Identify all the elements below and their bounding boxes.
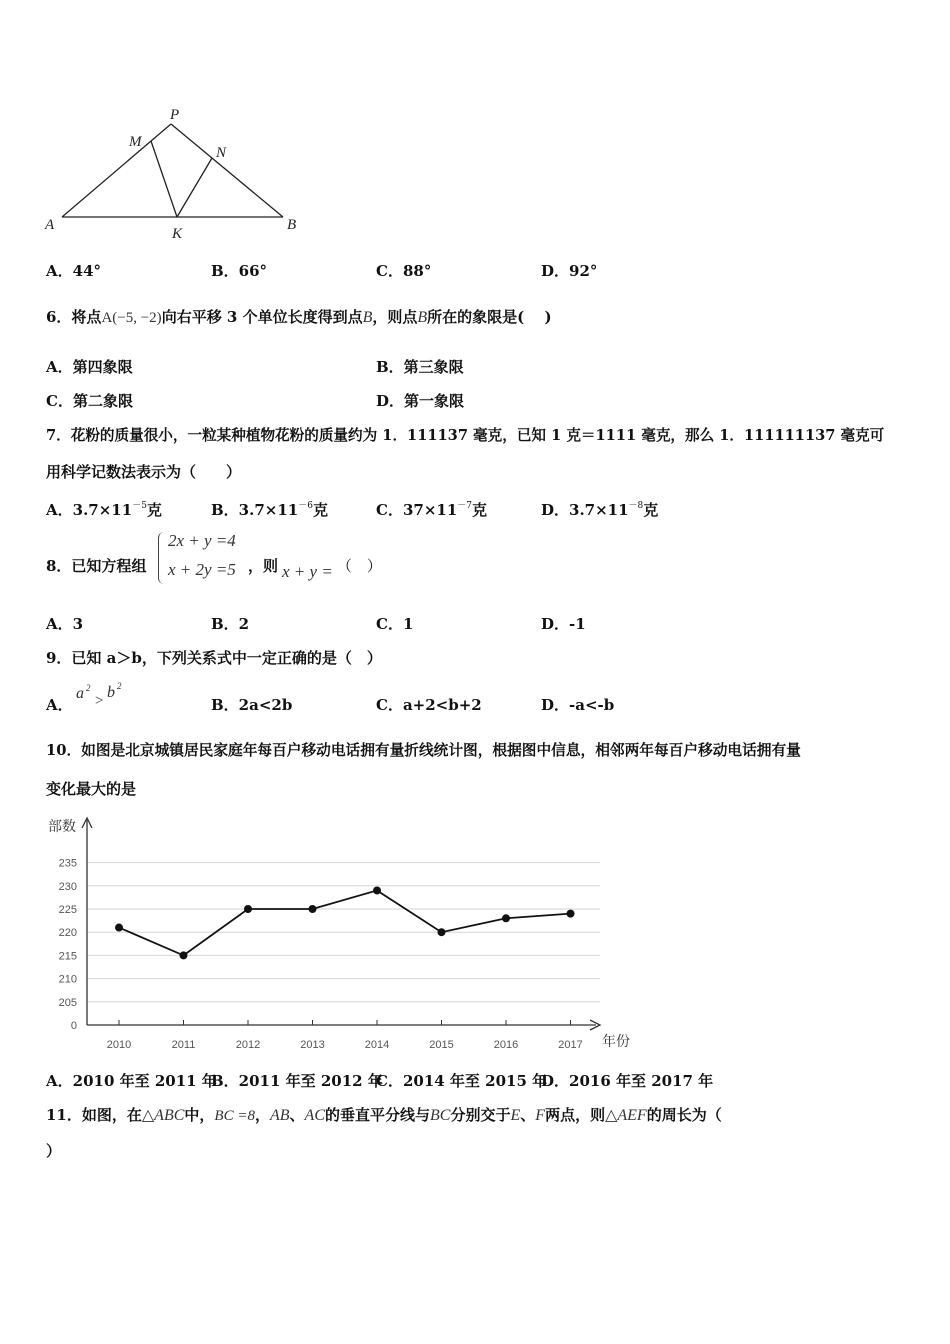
- q10-option-b[interactable]: B．2011 年至 2012 年: [211, 1072, 383, 1090]
- question-7-line-1: 7．花粉的质量很小，一粒某种植物花粉的质量约为 1．111137 毫克，已知 1 克＝1111 毫克，那么 1．111111137 毫克可: [46, 427, 885, 444]
- data-point-2012: [244, 905, 252, 913]
- q7-option-a-exp: －5: [132, 501, 147, 511]
- q5-option-d[interactable]: D．92°: [541, 262, 598, 280]
- chart-grid: [87, 863, 600, 1002]
- q8-tail: [248, 556, 382, 581]
- q8-option-a[interactable]: A．3: [46, 615, 84, 633]
- label-n: N: [216, 145, 227, 161]
- q8-paren: （ ）: [336, 557, 382, 575]
- question-10-line-2: 变化最大的是: [46, 780, 137, 798]
- question-9: 9．已知 a＞b，下列关系式中一定正确的是（ ）: [46, 649, 382, 667]
- q11-bc: BC: [430, 1107, 451, 1124]
- q7-option-d-label: D．3.7×11: [541, 501, 629, 519]
- x-tick-label-2010: 2010: [106, 1039, 132, 1051]
- segment-mk: [151, 141, 177, 217]
- x-tick-label-2015: 2015: [429, 1039, 454, 1051]
- data-point-2014: [373, 886, 381, 894]
- q7-option-d[interactable]: [541, 496, 658, 520]
- chart-xlabel: 年份: [602, 1033, 630, 1049]
- q7-option-b-label: B．3.7×11: [211, 501, 299, 519]
- q8-prefix: 8．已知方程组: [46, 557, 147, 575]
- data-point-2015: [438, 928, 446, 936]
- x-tick-label-2012: 2012: [235, 1039, 261, 1051]
- q7-option-b-exp: －6: [298, 501, 313, 511]
- q7-option-a-unit: 克: [146, 501, 162, 519]
- q7-option-c-label: C．37×11: [376, 501, 458, 519]
- chart-series: [115, 886, 575, 959]
- q10-option-a[interactable]: A．2010 年至 2011 年: [46, 1072, 217, 1090]
- series-line: [119, 890, 571, 955]
- y-tick-label-220: 220: [58, 927, 77, 940]
- q8-option-c[interactable]: C．1: [376, 615, 414, 633]
- question-7-line-2: 用科学记数法表示为（ ）: [46, 463, 242, 481]
- q9-option-d[interactable]: D．-a<-b: [541, 696, 615, 714]
- q9-option-b[interactable]: B．2a<2b: [211, 696, 293, 714]
- chart-axes: [82, 818, 600, 1030]
- data-point-2017: [567, 910, 575, 918]
- q6-suffix-pre: ，则点: [372, 308, 418, 326]
- q8-equation-2: x + 2y =5: [168, 560, 236, 579]
- q7-option-c-exp: －7: [457, 501, 472, 511]
- y-tick-label-215: 215: [58, 950, 77, 963]
- q11-comma: ，: [254, 1106, 270, 1124]
- q6-middle: 向右平移 3 个单位长度得到点: [161, 308, 363, 326]
- label-p: P: [170, 107, 180, 123]
- q5-option-b[interactable]: B．66°: [211, 262, 268, 280]
- q6-option-b[interactable]: B．第三象限: [376, 358, 464, 376]
- q8-equation-1: 2x + y =4: [168, 531, 236, 550]
- q7-option-d-exp: －8: [628, 501, 644, 511]
- q10-option-d[interactable]: D．2016 年至 2017 年: [541, 1072, 714, 1090]
- q6-option-a[interactable]: A．第四象限: [46, 358, 133, 376]
- q8-equation-system: [158, 530, 258, 586]
- q11-end: 的周长为（: [646, 1106, 722, 1124]
- q11-tri-aef: △AEF: [605, 1107, 647, 1124]
- q11-dun: 、: [289, 1106, 305, 1124]
- q11-zhong: 中，: [184, 1106, 215, 1124]
- q6-option-c[interactable]: C．第二象限: [46, 392, 133, 410]
- q11-dun2: 、: [520, 1106, 536, 1124]
- q11-ac: AC: [304, 1107, 325, 1124]
- q7-option-b[interactable]: [211, 496, 328, 520]
- label-b: B: [287, 217, 297, 233]
- q11-tri-abc: △ABC: [141, 1107, 185, 1124]
- triangle-figure: [40, 100, 310, 250]
- q5-option-a[interactable]: A．44°: [46, 262, 102, 280]
- q9-option-a-label: A．: [46, 696, 73, 714]
- q8-then: ，则: [248, 557, 279, 575]
- x-tick-label-2011: 2011: [171, 1039, 196, 1051]
- question-6: [46, 307, 552, 328]
- q9-a-base1: a: [76, 685, 84, 702]
- q11-mid2: 分别交于: [450, 1106, 511, 1124]
- x-tick-label-2016: 2016: [493, 1039, 519, 1051]
- label-m: M: [129, 134, 142, 150]
- q8-brace: [158, 532, 167, 584]
- y-tick-label-205: 205: [58, 996, 77, 1009]
- q7-option-c-unit: 克: [472, 501, 488, 519]
- chart-ylabel: 部数: [48, 818, 76, 834]
- data-point-2016: [502, 914, 510, 922]
- q6-prefix: 6．将点: [46, 308, 102, 326]
- q11-e: E: [510, 1107, 521, 1124]
- q8-option-b[interactable]: B．2: [211, 615, 250, 633]
- question-11-line-1: [46, 1105, 722, 1126]
- q6-option-d[interactable]: D．第一象限: [376, 392, 465, 410]
- q7-option-a-label: A．3.7×11: [46, 501, 133, 519]
- y-tick-label-230: 230: [58, 880, 77, 893]
- x-tick-label-2013: 2013: [300, 1039, 325, 1051]
- question-11-line-2: ）: [46, 1142, 62, 1160]
- q7-option-b-unit: 克: [312, 501, 328, 519]
- q9-a-base2: b: [107, 684, 115, 701]
- side-pb: [171, 124, 283, 217]
- q10-option-c[interactable]: C．2014 年至 2015 年: [376, 1072, 548, 1090]
- q9-option-c[interactable]: C．a+2<b+2: [376, 696, 482, 714]
- q9-a-exp2: 2: [117, 681, 122, 691]
- data-point-2010: [115, 924, 123, 932]
- q11-f: F: [535, 1107, 546, 1124]
- q11-ab: AB: [269, 1107, 290, 1124]
- segment-nk: [177, 158, 212, 217]
- y-tick-label-0: 0: [70, 1020, 77, 1032]
- side-ap: [62, 124, 171, 217]
- question-10-line-1: 10．如图是北京城镇居民家庭年每百户移动电话拥有量折线统计图，根据图中信息，相邻两年每百户移动电话拥有量: [46, 742, 801, 759]
- y-tick-label-235: 235: [58, 857, 77, 870]
- q11-prefix: 11．如图，在: [46, 1106, 142, 1124]
- q9-a-exp1: 2: [86, 683, 91, 693]
- q7-option-c[interactable]: [376, 496, 487, 520]
- q11-mid3: 两点，则: [545, 1106, 606, 1124]
- q6-point-a: A(−5, −2): [101, 310, 162, 326]
- x-tick-label-2017: 2017: [558, 1039, 583, 1051]
- q6-point-b: B: [362, 309, 373, 326]
- data-point-2013: [309, 905, 317, 913]
- q9-a-rel: >: [95, 693, 104, 709]
- label-a: A: [45, 217, 55, 233]
- x-tick-label-2014: 2014: [364, 1039, 390, 1051]
- chart-ticks: [59, 858, 583, 1051]
- q5-option-c[interactable]: C．88°: [376, 262, 432, 280]
- q11-bc-eq: BC =8: [214, 1108, 255, 1124]
- data-point-2011: [180, 951, 188, 959]
- q7-option-d-unit: 克: [643, 501, 659, 519]
- q6-point-b-2: B: [417, 309, 428, 326]
- q11-mid: 的垂直平分线与: [325, 1106, 431, 1124]
- q6-suffix: 所在的象限是( ): [427, 308, 552, 326]
- line-chart: [40, 810, 640, 1060]
- q8-expr: x + y =: [282, 562, 333, 581]
- q8-option-d[interactable]: D．-1: [541, 615, 586, 633]
- q7-option-a[interactable]: [46, 496, 162, 520]
- label-k: K: [172, 226, 183, 242]
- y-tick-label-210: 210: [58, 973, 77, 986]
- q9-option-a[interactable]: [76, 683, 136, 713]
- y-tick-label-225: 225: [58, 904, 77, 916]
